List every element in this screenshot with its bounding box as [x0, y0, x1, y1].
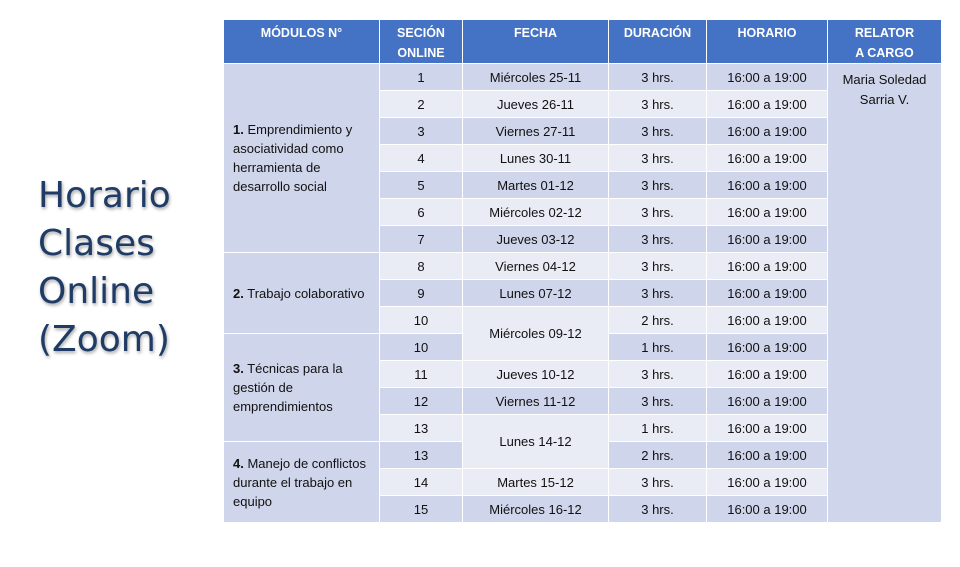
date-cell: Lunes 14-12: [463, 415, 609, 469]
schedule-cell: 16:00 a 19:00: [707, 361, 828, 388]
slide-title: [38, 172, 213, 364]
schedule-table: [223, 19, 942, 523]
schedule-cell: 16:00 a 19:00: [707, 91, 828, 118]
date-cell: Jueves 26-11: [463, 91, 609, 118]
schedule-cell: 16:00 a 19:00: [707, 388, 828, 415]
date-cell: Jueves 10-12: [463, 361, 609, 388]
section-cell: 14: [380, 469, 463, 496]
section-cell: 7: [380, 226, 463, 253]
title-line: Clases: [38, 223, 155, 264]
title-line: Online: [38, 271, 155, 312]
duration-cell: 3 hrs.: [609, 64, 707, 91]
section-cell: 4: [380, 145, 463, 172]
header-duracion: DURACIÓN: [609, 20, 707, 64]
relator-cell: Maria Soledad Sarria V.: [828, 64, 942, 523]
section-cell: 9: [380, 280, 463, 307]
date-cell: Miércoles 02-12: [463, 199, 609, 226]
duration-cell: 3 hrs.: [609, 253, 707, 280]
section-cell: 11: [380, 361, 463, 388]
date-cell: Jueves 03-12: [463, 226, 609, 253]
section-cell: 1: [380, 64, 463, 91]
schedule-cell: 16:00 a 19:00: [707, 226, 828, 253]
title-line: (Zoom): [38, 319, 170, 360]
title-line: Horario: [38, 175, 171, 216]
duration-cell: 3 hrs.: [609, 496, 707, 523]
schedule-cell: 16:00 a 19:00: [707, 118, 828, 145]
section-cell: 10: [380, 334, 463, 361]
schedule-cell: 16:00 a 19:00: [707, 64, 828, 91]
section-cell: 10: [380, 307, 463, 334]
duration-cell: 1 hrs.: [609, 415, 707, 442]
header-relator: RELATOR A CARGO: [828, 20, 942, 64]
module-cell: 4. Manejo de conflictos durante el trabajo en equipo: [224, 442, 380, 523]
schedule-cell: 16:00 a 19:00: [707, 496, 828, 523]
section-cell: 12: [380, 388, 463, 415]
duration-cell: 3 hrs.: [609, 172, 707, 199]
date-cell: Viernes 04-12: [463, 253, 609, 280]
section-cell: 8: [380, 253, 463, 280]
section-cell: 3: [380, 118, 463, 145]
date-cell: Lunes 07-12: [463, 280, 609, 307]
duration-cell: 2 hrs.: [609, 442, 707, 469]
date-cell: Lunes 30-11: [463, 145, 609, 172]
schedule-cell: 16:00 a 19:00: [707, 280, 828, 307]
schedule-cell: 16:00 a 19:00: [707, 442, 828, 469]
header-modulos: MÓDULOS N°: [224, 20, 380, 64]
section-cell: 15: [380, 496, 463, 523]
table-row: [224, 64, 942, 91]
duration-cell: 3 hrs.: [609, 388, 707, 415]
duration-cell: 1 hrs.: [609, 334, 707, 361]
section-cell: 6: [380, 199, 463, 226]
duration-cell: 3 hrs.: [609, 469, 707, 496]
section-cell: 2: [380, 91, 463, 118]
duration-cell: 3 hrs.: [609, 280, 707, 307]
schedule-cell: 16:00 a 19:00: [707, 172, 828, 199]
schedule-cell: 16:00 a 19:00: [707, 253, 828, 280]
duration-cell: 3 hrs.: [609, 118, 707, 145]
section-cell: 5: [380, 172, 463, 199]
module-cell: 1. Emprendimiento y asociatividad como herramienta de desarrollo social: [224, 64, 380, 253]
section-cell: 13: [380, 415, 463, 442]
module-cell: 2. Trabajo colaborativo: [224, 253, 380, 334]
date-cell: Martes 01-12: [463, 172, 609, 199]
duration-cell: 3 hrs.: [609, 199, 707, 226]
schedule-cell: 16:00 a 19:00: [707, 334, 828, 361]
date-cell: Miércoles 25-11: [463, 64, 609, 91]
duration-cell: 3 hrs.: [609, 91, 707, 118]
header-fecha: FECHA: [463, 20, 609, 64]
schedule-cell: 16:00 a 19:00: [707, 145, 828, 172]
duration-cell: 3 hrs.: [609, 145, 707, 172]
schedule-cell: 16:00 a 19:00: [707, 199, 828, 226]
schedule-cell: 16:00 a 19:00: [707, 469, 828, 496]
module-cell: 3. Técnicas para la gestión de emprendimientos: [224, 334, 380, 442]
section-cell: 13: [380, 442, 463, 469]
schedule-cell: 16:00 a 19:00: [707, 307, 828, 334]
date-cell: Viernes 27-11: [463, 118, 609, 145]
date-cell: Martes 15-12: [463, 469, 609, 496]
date-cell: Viernes 11-12: [463, 388, 609, 415]
header-seccion: SECIÓN ONLINE: [380, 20, 463, 64]
schedule-cell: 16:00 a 19:00: [707, 415, 828, 442]
duration-cell: 3 hrs.: [609, 226, 707, 253]
duration-cell: 2 hrs.: [609, 307, 707, 334]
date-cell: Miércoles 09-12: [463, 307, 609, 361]
duration-cell: 3 hrs.: [609, 361, 707, 388]
date-cell: Miércoles 16-12: [463, 496, 609, 523]
header-horario: HORARIO: [707, 20, 828, 64]
